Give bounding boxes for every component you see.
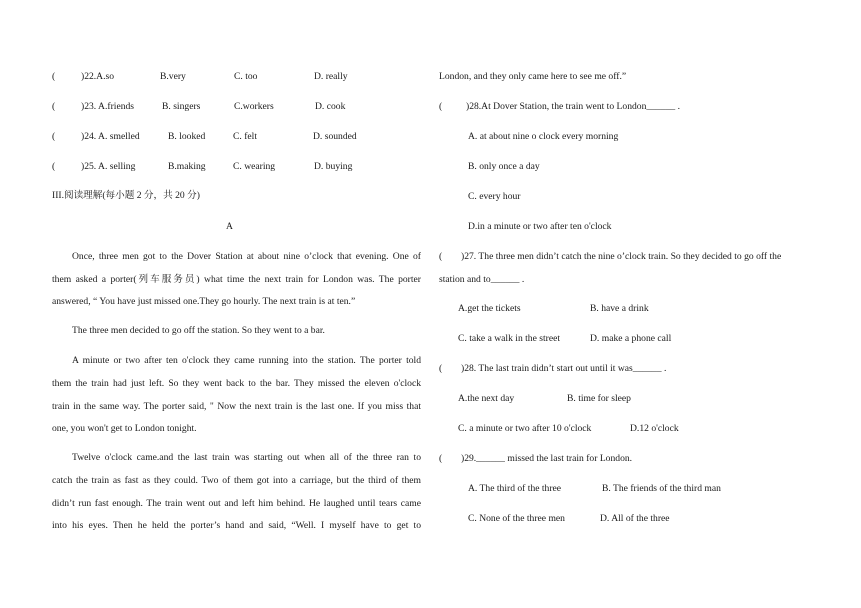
question-27-stem-continued: station and to______ .: [439, 274, 525, 285]
question-29-option-d: D. All of the three: [600, 513, 670, 524]
passage-line: Twelve o'clock came.and the last train was starting out when all of the three ran to: [72, 452, 421, 463]
question-25-option-d: D. buying: [314, 161, 353, 172]
question-23-option-c: C.workers: [234, 101, 274, 112]
answer-paren: (: [439, 363, 443, 374]
question-22-option-b: B.very: [160, 71, 186, 82]
answer-paren: (: [52, 161, 56, 172]
answer-paren: (: [439, 251, 443, 262]
question-22-option-a: )22.A.so: [81, 71, 115, 82]
question-28b-option-b: B. time for sleep: [567, 393, 631, 404]
question-28a-option-c: C. every hour: [468, 191, 521, 202]
question-22-option-d: D. really: [314, 71, 348, 82]
answer-paren: (: [439, 453, 443, 464]
question-28b-stem: )28. The last train didn’t start out until it was______ .: [461, 363, 667, 374]
question-28b-option-a: A.the next day: [458, 393, 515, 404]
answer-paren: (: [52, 131, 56, 142]
question-28b-option-c: C. a minute or two after 10 o'clock: [458, 423, 592, 434]
question-24-option-d: D. sounded: [313, 131, 357, 142]
question-29-stem: )29.______ missed the last train for London.: [461, 453, 633, 464]
passage-line: them the train had just left. So they went back to the bar. They missed the eleven o'clock: [52, 378, 421, 389]
passage-title: A: [226, 221, 233, 232]
question-23-option-d: D. cook: [315, 101, 346, 112]
question-28a-option-a: A. at about nine o clock every morning: [468, 131, 619, 142]
section-heading: III.阅读理解(每小题 2 分，共 20 分): [52, 190, 200, 201]
passage-line: one, you won't get to London tonight.: [52, 423, 197, 434]
question-29-option-c: C. None of the three men: [468, 513, 565, 524]
question-27-option-d: D. make a phone call: [590, 333, 672, 344]
passage-line: catch the train as fast as they could. Two of them got into a carriage, but the third of them: [52, 475, 421, 486]
question-29-option-a: A. The third of the three: [468, 483, 562, 494]
question-22-option-c: C. too: [234, 71, 258, 82]
question-24-option-a: )24. A. smelled: [81, 131, 140, 142]
passage-line: The three men decided to go off the station. So they went to a bar.: [72, 325, 325, 336]
question-28a-stem: )28.At Dover Station, the train went to London______ .: [466, 101, 680, 112]
question-27-stem: )27. The three men didn’t catch the nine o’clock train. So they decided to go off the: [461, 251, 782, 262]
passage-line: didn’t run fast enough. The train went out and left him behind. He laughed until tears came: [52, 498, 421, 509]
question-25-option-b: B.making: [168, 161, 206, 172]
passage-line: into his eyes. Then he held the porter’s hand and said, “Well. I myself have to get to: [52, 520, 421, 531]
question-28a-option-b: B. only once a day: [468, 161, 540, 172]
question-27-option-a: A.get the tickets: [458, 303, 521, 314]
answer-paren: (: [439, 101, 443, 112]
question-24-option-b: B. looked: [168, 131, 206, 142]
passage-line: answered, “ You have just missed one.They go hourly. The next train is at ten.”: [52, 296, 356, 307]
answer-paren: (: [52, 71, 56, 82]
question-27-option-c: C. take a walk in the street: [458, 333, 561, 344]
question-27-option-b: B. have a drink: [590, 303, 649, 314]
question-25-option-c: C. wearing: [233, 161, 276, 172]
question-23-option-a: )23. A.friends: [81, 101, 135, 112]
question-25-option-a: )25. A. selling: [81, 161, 136, 172]
question-28a-option-d: D.in a minute or two after ten o'clock: [468, 221, 612, 232]
question-29-option-b: B. The friends of the third man: [602, 483, 721, 494]
passage-continuation: London, and they only came here to see me off.”: [439, 71, 627, 82]
passage-line: train in the same way. The porter said, " Now the next train is the last one. If you miss that: [52, 401, 421, 412]
question-24-option-c: C. felt: [233, 131, 257, 142]
question-23-option-b: B. singers: [162, 101, 201, 112]
question-28b-option-d: D.12 o'clock: [630, 423, 679, 434]
answer-paren: (: [52, 101, 56, 112]
passage-line: A minute or two after ten o'clock they came running into the station. The porter told: [72, 355, 421, 366]
passage-line: them asked a porter(列车服务员) what time the next train for London was. The porter: [52, 274, 421, 285]
passage-line: Once, three men got to the Dover Station at about nine o’clock that evening. One of: [72, 251, 421, 262]
